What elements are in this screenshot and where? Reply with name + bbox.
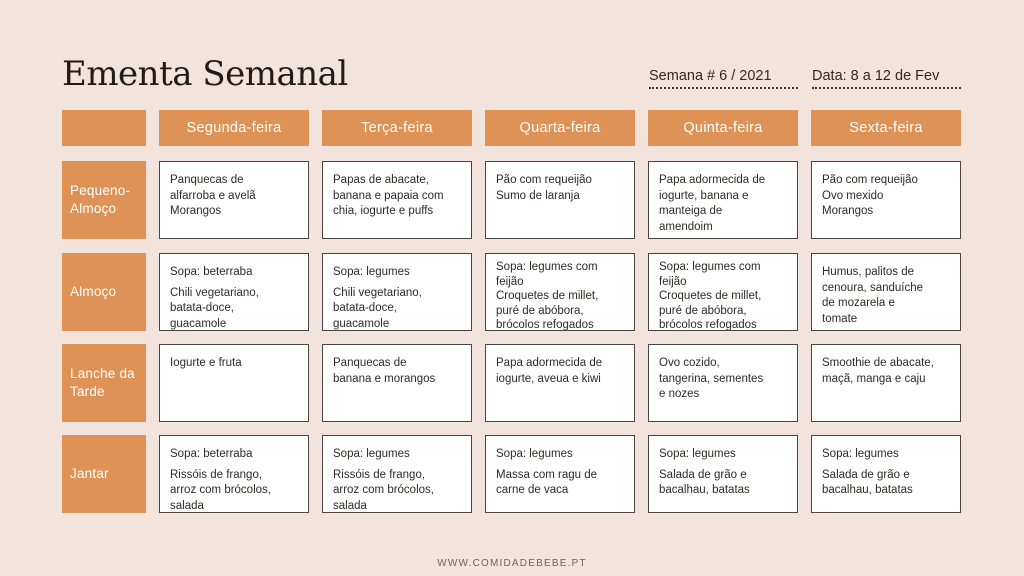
date-range: Data: 8 a 12 de Fev — [812, 68, 961, 89]
menu-cell — [485, 344, 635, 422]
menu-cell — [811, 344, 961, 422]
menu-cell — [485, 435, 635, 513]
menu-cell-text: Chili vegetariano, batata-doce, guacamole — [170, 286, 259, 330]
menu-cell-text: Massa com ragu de carne de vaca — [496, 468, 597, 496]
menu-cell-text: Iogurte e fruta — [170, 357, 242, 369]
menu-cell — [322, 435, 472, 513]
meal-label-text: Almoço — [70, 284, 117, 299]
menu-cell-text: Pão com requeijão Sumo de laranja — [496, 174, 592, 202]
menu-cell-text: Sopa: legumes — [496, 448, 573, 460]
menu-cell-text: Rissóis de frango, arroz com brócolos, salada — [333, 468, 434, 512]
menu-cell — [485, 253, 635, 331]
menu-cell — [648, 161, 798, 239]
menu-cell-text: Sopa: legumes — [822, 448, 899, 460]
day-header: Quinta-feira — [648, 110, 798, 146]
meal-label — [62, 253, 146, 331]
menu-cell-text: Sopa: beterraba — [170, 448, 253, 460]
menu-cell-text: Rissóis de frango, arroz com brócolos, salada — [170, 468, 271, 512]
menu-cell — [811, 253, 961, 331]
menu-cell — [648, 253, 798, 331]
meal-label — [62, 161, 146, 239]
menu-cell-text: Smoothie de abacate, maçã, manga e caju — [822, 357, 934, 385]
menu-cell-text: Chili vegetariano, batata-doce, guacamole — [333, 286, 422, 330]
menu-cell — [485, 161, 635, 239]
week-number: Semana # 6 / 2021 — [649, 68, 798, 89]
menu-cell-text: Sopa: legumes — [333, 448, 410, 460]
menu-cell-text: Sopa: legumes com feijão Croquetes de millet, puré de abóbora, brócolos refogados — [496, 261, 599, 331]
menu-cell-text: Panquecas de banana e morangos — [333, 357, 436, 385]
footer-website: WWW.COMIDADEBEBE.PT — [437, 558, 587, 569]
menu-cell-text: Papa adormecida de iogurte, banana e manteiga de amendoim — [659, 174, 766, 233]
menu-cell-text: Sopa: beterraba — [170, 266, 253, 278]
meal-label-text: Lanche da Tarde — [70, 366, 135, 399]
menu-cell — [648, 344, 798, 422]
menu-cell-text: Pão com requeijão Ovo mexido Morangos — [822, 174, 918, 217]
day-header: Segunda-feira — [159, 110, 309, 146]
menu-cell-text: Sopa: legumes — [333, 266, 410, 278]
menu-cell — [811, 161, 961, 239]
day-header: Sexta-feira — [811, 110, 961, 146]
menu-cell-text: Sopa: legumes com feijão Croquetes de millet, puré de abóbora, brócolos refogados — [659, 261, 762, 331]
menu-cell-text: Humus, palitos de cenoura, sanduíche de mozarela e tomate — [822, 266, 924, 325]
page-title: Ementa Semanal — [62, 54, 348, 94]
menu-cell-text: Salada de grão e bacalhau, batatas — [659, 468, 750, 496]
header-corner — [62, 110, 146, 146]
menu-cell — [322, 253, 472, 331]
menu-cell — [159, 253, 309, 331]
menu-cell-text: Salada de grão e bacalhau, batatas — [822, 468, 913, 496]
menu-cell — [322, 344, 472, 422]
menu-cell — [322, 161, 472, 239]
menu-cell-text: Sopa: legumes — [659, 448, 736, 460]
meal-label — [62, 344, 146, 422]
meal-label — [62, 435, 146, 513]
menu-cell-text: Papa adormecida de iogurte, aveua e kiwi — [496, 357, 603, 385]
day-header: Terça-feira — [322, 110, 472, 146]
menu-cell-text: Papas de abacate, banana e papaia com chia, iogurte e puffs — [333, 174, 444, 217]
menu-cell-text: Panquecas de alfarroba e avelã Morangos — [170, 174, 256, 217]
menu-cell — [159, 435, 309, 513]
menu-cell — [159, 344, 309, 422]
menu-cell — [648, 435, 798, 513]
menu-cell-text: Ovo cozido, tangerina, sementes e nozes — [659, 357, 764, 400]
menu-cell — [159, 161, 309, 239]
meal-label-text: Jantar — [70, 466, 109, 481]
meal-label-text: Pequeno- Almoço — [70, 183, 131, 216]
menu-cell — [811, 435, 961, 513]
day-header: Quarta-feira — [485, 110, 635, 146]
